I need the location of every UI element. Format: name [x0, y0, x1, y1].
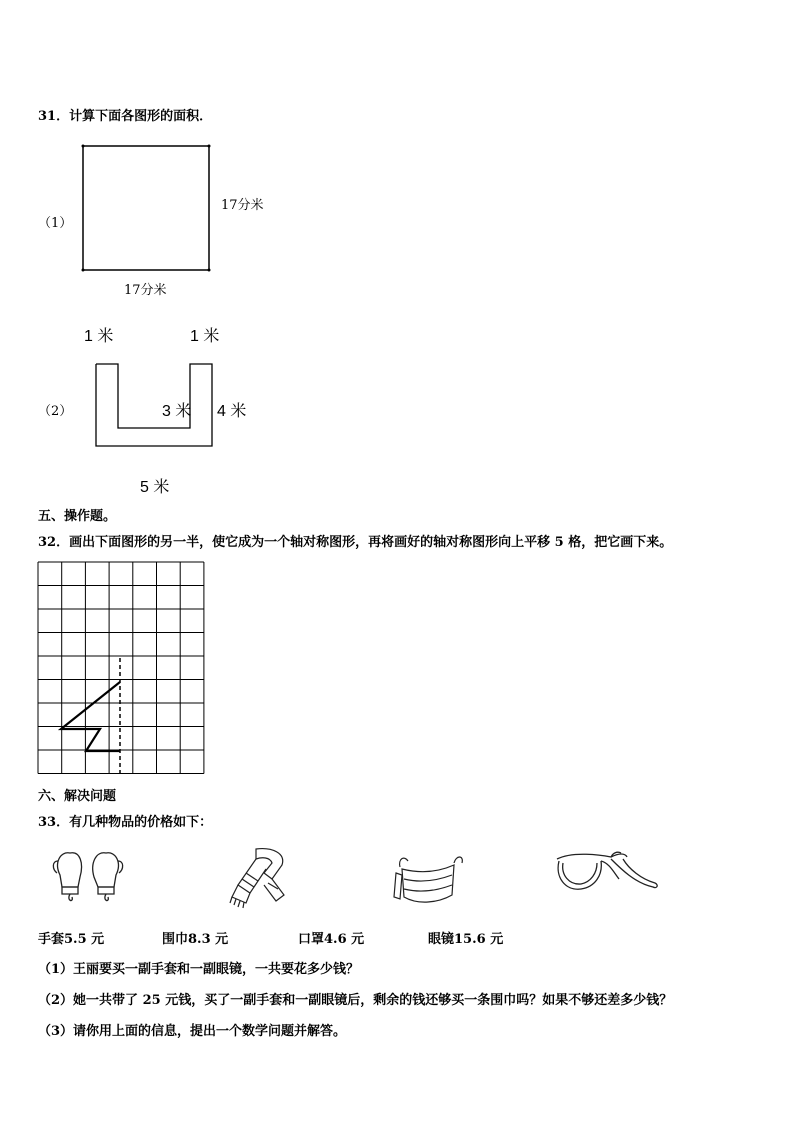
q33-question-3: （3）请你用上面的信息，提出一个数学问题并解答。: [38, 1024, 347, 1039]
fig1-bottom-label: 17分米: [124, 283, 167, 298]
item-scarf-price: 围巾8.3 元: [162, 932, 229, 947]
gloves-icon: [50, 847, 130, 907]
fig1-label: （1）: [38, 216, 73, 231]
fig2-top-left-label: 1 米: [84, 328, 114, 345]
scarf-icon: [226, 843, 296, 911]
fig1-side-label: 17分米: [221, 198, 264, 213]
q33-question-2: （2）她一共带了 25 元钱，买了一副手套和一副眼镜后，剩余的钱还够买一条围巾吗？如果不够还差多少钱？: [38, 993, 673, 1008]
fig2-label: （2）: [38, 404, 73, 419]
fig2-width-label: 5 米: [140, 479, 170, 496]
q32-title: 32．画出下面图形的另一半，使它成为一个轴对称图形，再将画好的轴对称图形向上平移 5 格，把它画下来。: [38, 535, 673, 550]
mask-icon: [390, 851, 466, 909]
fig2-inner-label: 3 米: [162, 403, 192, 420]
item-mask-price: 口罩4.6 元: [298, 932, 365, 947]
item-glasses-price: 眼镜15.6 元: [428, 932, 504, 947]
q33-title: 33．有几种物品的价格如下：: [38, 815, 213, 830]
half-shape: [61, 682, 120, 751]
fig2-top-right-label: 1 米: [190, 328, 220, 345]
section5-heading: 五、操作题。: [38, 509, 117, 524]
q33-question-1: （1）王丽要买一副手套和一副眼镜，一共要花多少钱？: [38, 962, 360, 977]
section6-heading: 六、解决问题: [38, 789, 117, 804]
item-gloves-price: 手套5.5 元: [38, 932, 105, 947]
q31-title: 31．计算下面各图形的面积．: [38, 109, 213, 124]
glasses-icon: [553, 849, 661, 905]
fig2-height-label: 4 米: [217, 403, 247, 420]
